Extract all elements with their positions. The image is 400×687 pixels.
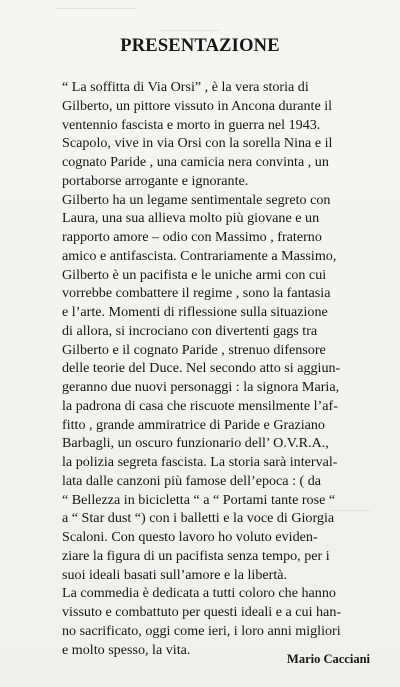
presentation-text [62, 78, 380, 659]
text-line: Laura, una sua allieva molto più giovane e un [62, 210, 320, 227]
text-line: La commedia è dedicata a tutti coloro che hanno [62, 585, 336, 602]
text-line: ziare la figura di un pacifista senza tempo, per i [62, 547, 330, 564]
text-line: Gilberto ha un legame sentimentale segreto con [62, 191, 331, 208]
text-line: e l’arte. Momenti di riflessione sulla situazione [62, 304, 328, 320]
text-line: cognato Paride , una camicia nera convinta , un [62, 154, 329, 170]
text-line: Barbagli, un oscuro funzionario dell’ O.V.R.A., [62, 435, 329, 452]
text-line: di allora, si incrociano con divertenti gags tra [62, 322, 318, 339]
text-line: lata dalle canzoni più famose dell’epoca : ( da [62, 472, 322, 489]
text-line: la padrona di casa che riscuote mensilmente l’af- [62, 397, 338, 414]
text-line: Gilberto e il cognato Paride , strenuo difensore [62, 341, 326, 358]
bleed-through-mark [55, 8, 135, 10]
text-line: amico e antifascista. Contrariamente a Massimo, [62, 247, 337, 264]
text-line: vissuto e combattuto per questi ideali e a cui han- [62, 604, 342, 620]
text-line: suoi ideali basati sull’amore e la libertà. [62, 566, 288, 583]
text-line: geranno due nuovi personaggi : la signora Maria, [62, 379, 340, 395]
text-line: Scapolo, vive in via Orsi con la sorella Nina e il [62, 135, 333, 152]
text-line: e molto spesso, la vita. [62, 641, 191, 658]
author-signature: Mario Cacciani [287, 652, 370, 666]
bleed-through-mark [160, 30, 220, 32]
text-line: Gilberto, un pittore vissuto in Ancona durante il [62, 97, 333, 114]
text-line: no sacrificato, oggi come ieri, i loro anni migliori [62, 622, 341, 639]
text-line: ventennio fascista e morto in guerra nel 1943. [62, 116, 321, 133]
page-title: PRESENTAZIONE [120, 36, 280, 56]
text-line: delle teorie del Duce. Nel secondo atto si aggiun- [62, 360, 341, 377]
text-line: fitto , grande ammiratrice di Paride e Graziano [62, 416, 325, 433]
text-line: Gilberto è un pacifista e le uniche armi con cui [62, 266, 327, 283]
text-line: la polizia segreta fascista. La storia sarà interval- [62, 454, 338, 470]
text-line: vorrebbe combattere il regime , sono la fantasia [62, 285, 331, 302]
text-line: “ La soffitta di Via Orsi” , è la vera storia di [62, 79, 309, 95]
text-line: “ Bellezza in bicicletta “ a “ Portami tante rose “ [62, 491, 336, 508]
text-line: rapporto amore – odio con Massimo , fraterno [62, 229, 322, 245]
text-line: a “ Star dust “) con i balletti e la voce di Giorgia [62, 510, 335, 527]
text-line: Scaloni. Con questo lavoro ho voluto eviden- [62, 529, 318, 545]
text-line: portaborse arrogante e ignorante. [62, 172, 249, 189]
